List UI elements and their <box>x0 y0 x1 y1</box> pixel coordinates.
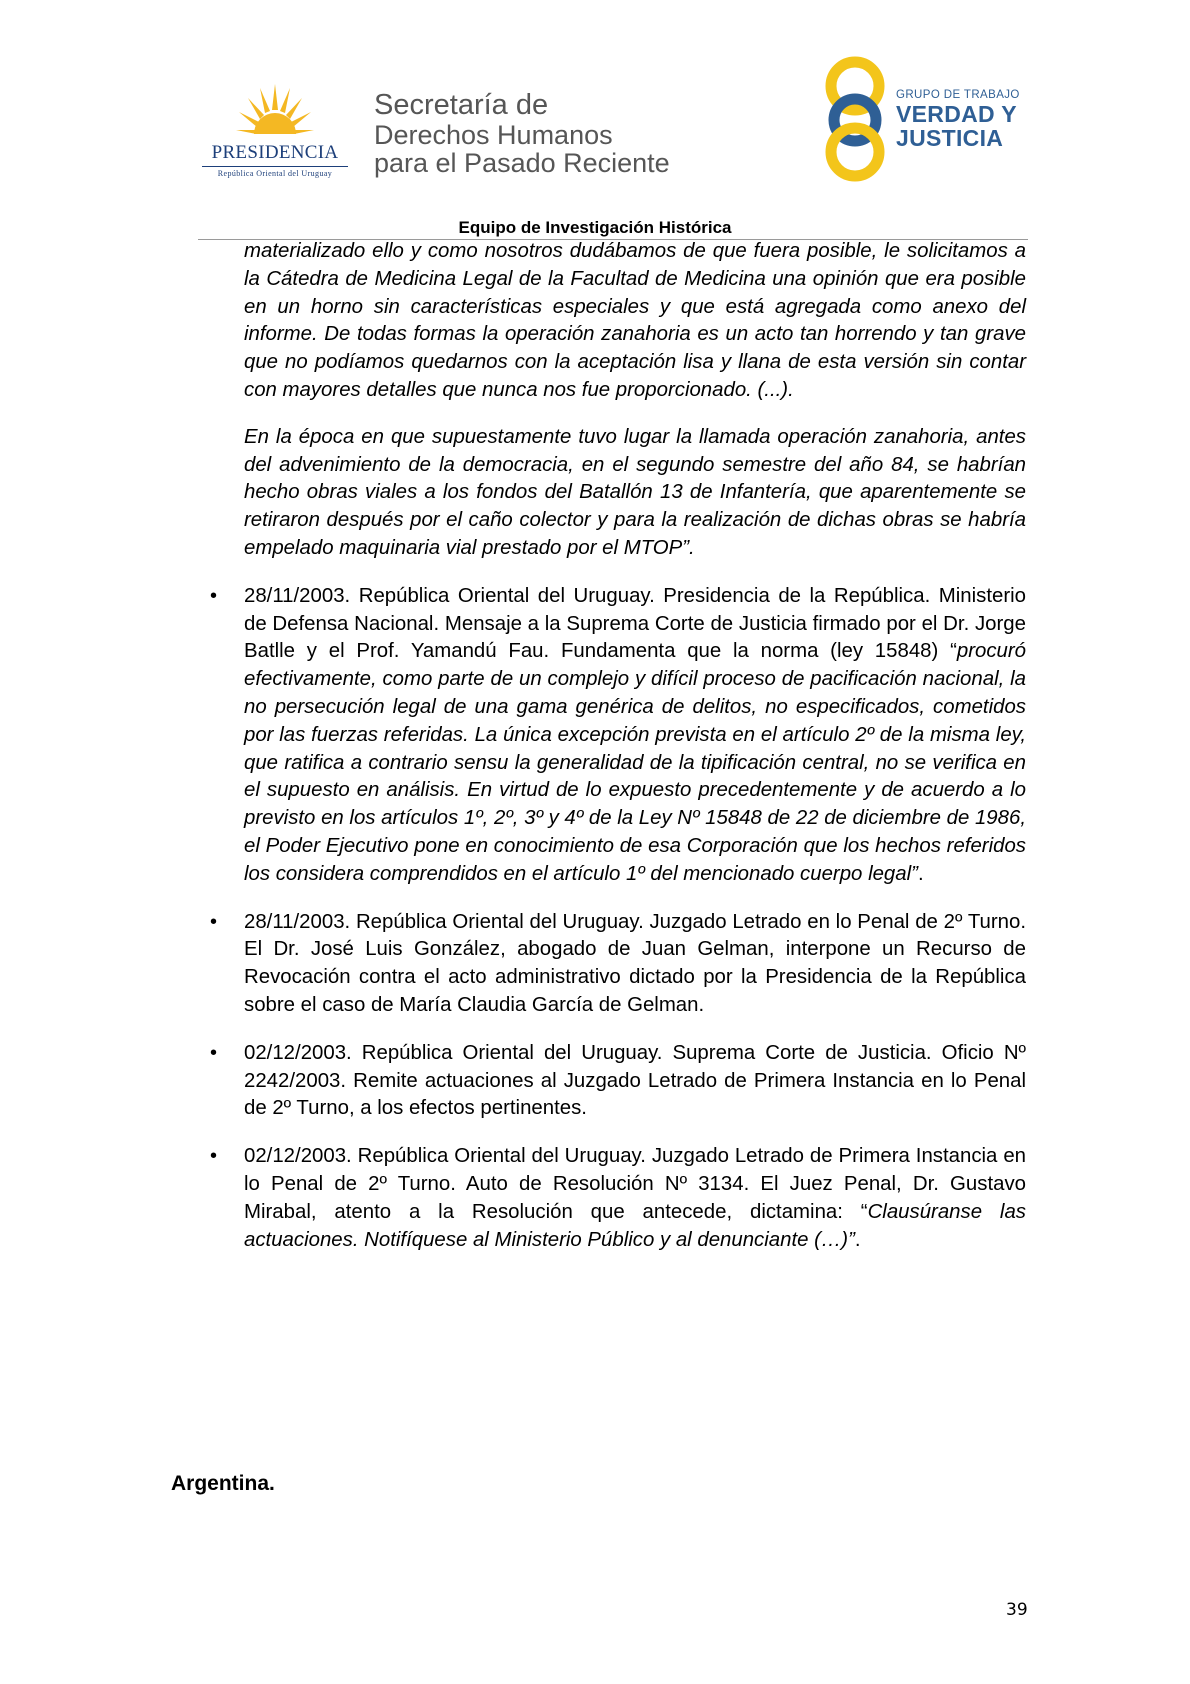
quote-paragraph-1: materializado ello y como nosotros dudábamos de que fuera posible, le solicitamos a la Cátedra de Medicina Legal de la Facultad de Medicina una opinión que era posible en un horno sin características especiales y que está agregada como anexo del informe. De todas formas la operación zanahoria es un acto tan horrendo y tan grave que no podíamos quedarnos con la aceptación lisa y llana de esta versión sin contar con mayores detalles que nunca nos fue proporcionado. (...). <box>244 240 1026 401</box>
bullet-icon: • <box>210 1145 218 1168</box>
rings-icon <box>822 56 894 182</box>
item-tail: . <box>917 862 924 885</box>
item-text: 02/12/2003. República Oriental del Uruguay. Juzgado Letrado de Primera Instancia en lo Penal de 2º Turno. Auto de Resolución Nº 3134. El Juez Penal, Dr. Gustavo Mirabal, atento a la Resolución que antecede, dictamina: “ <box>244 1145 1026 1223</box>
list-item-text <box>244 583 1026 889</box>
secretaria-title <box>374 90 670 177</box>
presidencia-name: PRESIDENCIA <box>211 142 339 163</box>
secretaria-line-2: Derechos Humanos <box>374 120 613 150</box>
secretaria-line-3: para el Pasado Reciente <box>374 148 670 178</box>
item-text: 28/11/2003. República Oriental del Uruguay. Juzgado Letrado en lo Penal de 2º Turno. El Dr. José Luis González, abogado de Juan Gelman, interpone un Recurso de Revocación contra el acto administrativo dictado por la Presidencia de la República sobre el caso de María Claudia García de Gelman. <box>244 910 1026 1016</box>
list-item <box>210 909 1026 1020</box>
page-number: 39 <box>1006 1600 1028 1620</box>
item-quote: Clausúranse las actuaciones. Notifíquese al Ministerio Público y al denunciante (…)” <box>244 1200 1026 1251</box>
team-heading: Equipo de Investigación Histórica <box>458 218 732 237</box>
list-item <box>210 1040 1026 1123</box>
secretaria-line-1: Secretaría de <box>374 89 549 121</box>
list-item-text <box>244 909 1026 1020</box>
item-quote: procuró efectivamente, como parte de un complejo y difícil proceso de pacificación nacional, la no persecución legal de una gama genérica de delitos, no especificados, cometidos por las fuerzas referidas. La única excepción prevista en el artículo 2º de la misma ley, que ratifica a contrario sensu la generalidad de la tipificación central, no se verifica en el supuesto en análisis. En virtud de lo expuesto precedentemente y de acuerdo a lo previsto en los artículos 1º, 2º, 3º y 4º de la Ley Nº 15848 de 22 de diciembre de 1986, el Poder Ejecutivo pone en conocimiento de esa Corporación que los hechos referidos los considera comprendidos en el artículo 1º del mencionado cuerpo legal” <box>244 640 1026 885</box>
presidencia-logo <box>196 80 354 180</box>
item-text: 02/12/2003. República Oriental del Uruguay. Suprema Corte de Justicia. Oficio Nº 2242/2003. Remite actuaciones al Juzgado Letrado de Primera Instancia en lo Penal de 2º Turno, a los efectos pertinentes. <box>244 1041 1026 1120</box>
bullet-icon: • <box>210 1041 218 1064</box>
verdad-justicia-text <box>896 88 1020 150</box>
verdad-justicia-logo <box>822 56 1042 182</box>
item-tail: . <box>854 1228 861 1251</box>
bullet-icon: • <box>210 584 218 607</box>
vj-line-1: VERDAD Y <box>896 101 1017 127</box>
sun-icon <box>234 80 316 142</box>
item-text: 28/11/2003. República Oriental del Uruguay. Presidencia de la República. Ministerio de Defensa Nacional. Mensaje a la Suprema Corte de Justicia firmado por el Dr. Jorge Batlle y el Prof. Yamandú Fau. Fundamenta que la norma (ley 15848) “ <box>244 584 1026 663</box>
vj-small-label: GRUPO DE TRABAJO <box>896 89 1020 101</box>
bullet-icon: • <box>210 910 218 933</box>
presidencia-rule <box>202 166 348 167</box>
section-heading: Argentina. <box>171 1472 275 1495</box>
presidencia-subtitle: República Oriental del Uruguay <box>217 169 333 178</box>
quote-paragraph-2: En la época en que supuestamente tuvo lugar la llamada operación zanahoria, antes del advenimiento de la democracia, en el segundo semestre del año 84, se habrían hecho obras viales a los fondos del Batallón 13 de Infantería, que aparentemente se retiraron después por el caño colector y para la realización de dichas obras se habría empelado maquinaria vial prestado por el MTOP”. <box>244 425 1026 559</box>
vj-line-2: JUSTICIA <box>896 125 1004 151</box>
list-item-text <box>244 1040 1026 1123</box>
document-body <box>210 238 1026 1254</box>
list-item <box>210 583 1026 889</box>
list-item-text <box>244 1143 1026 1254</box>
list-item <box>210 1143 1026 1254</box>
